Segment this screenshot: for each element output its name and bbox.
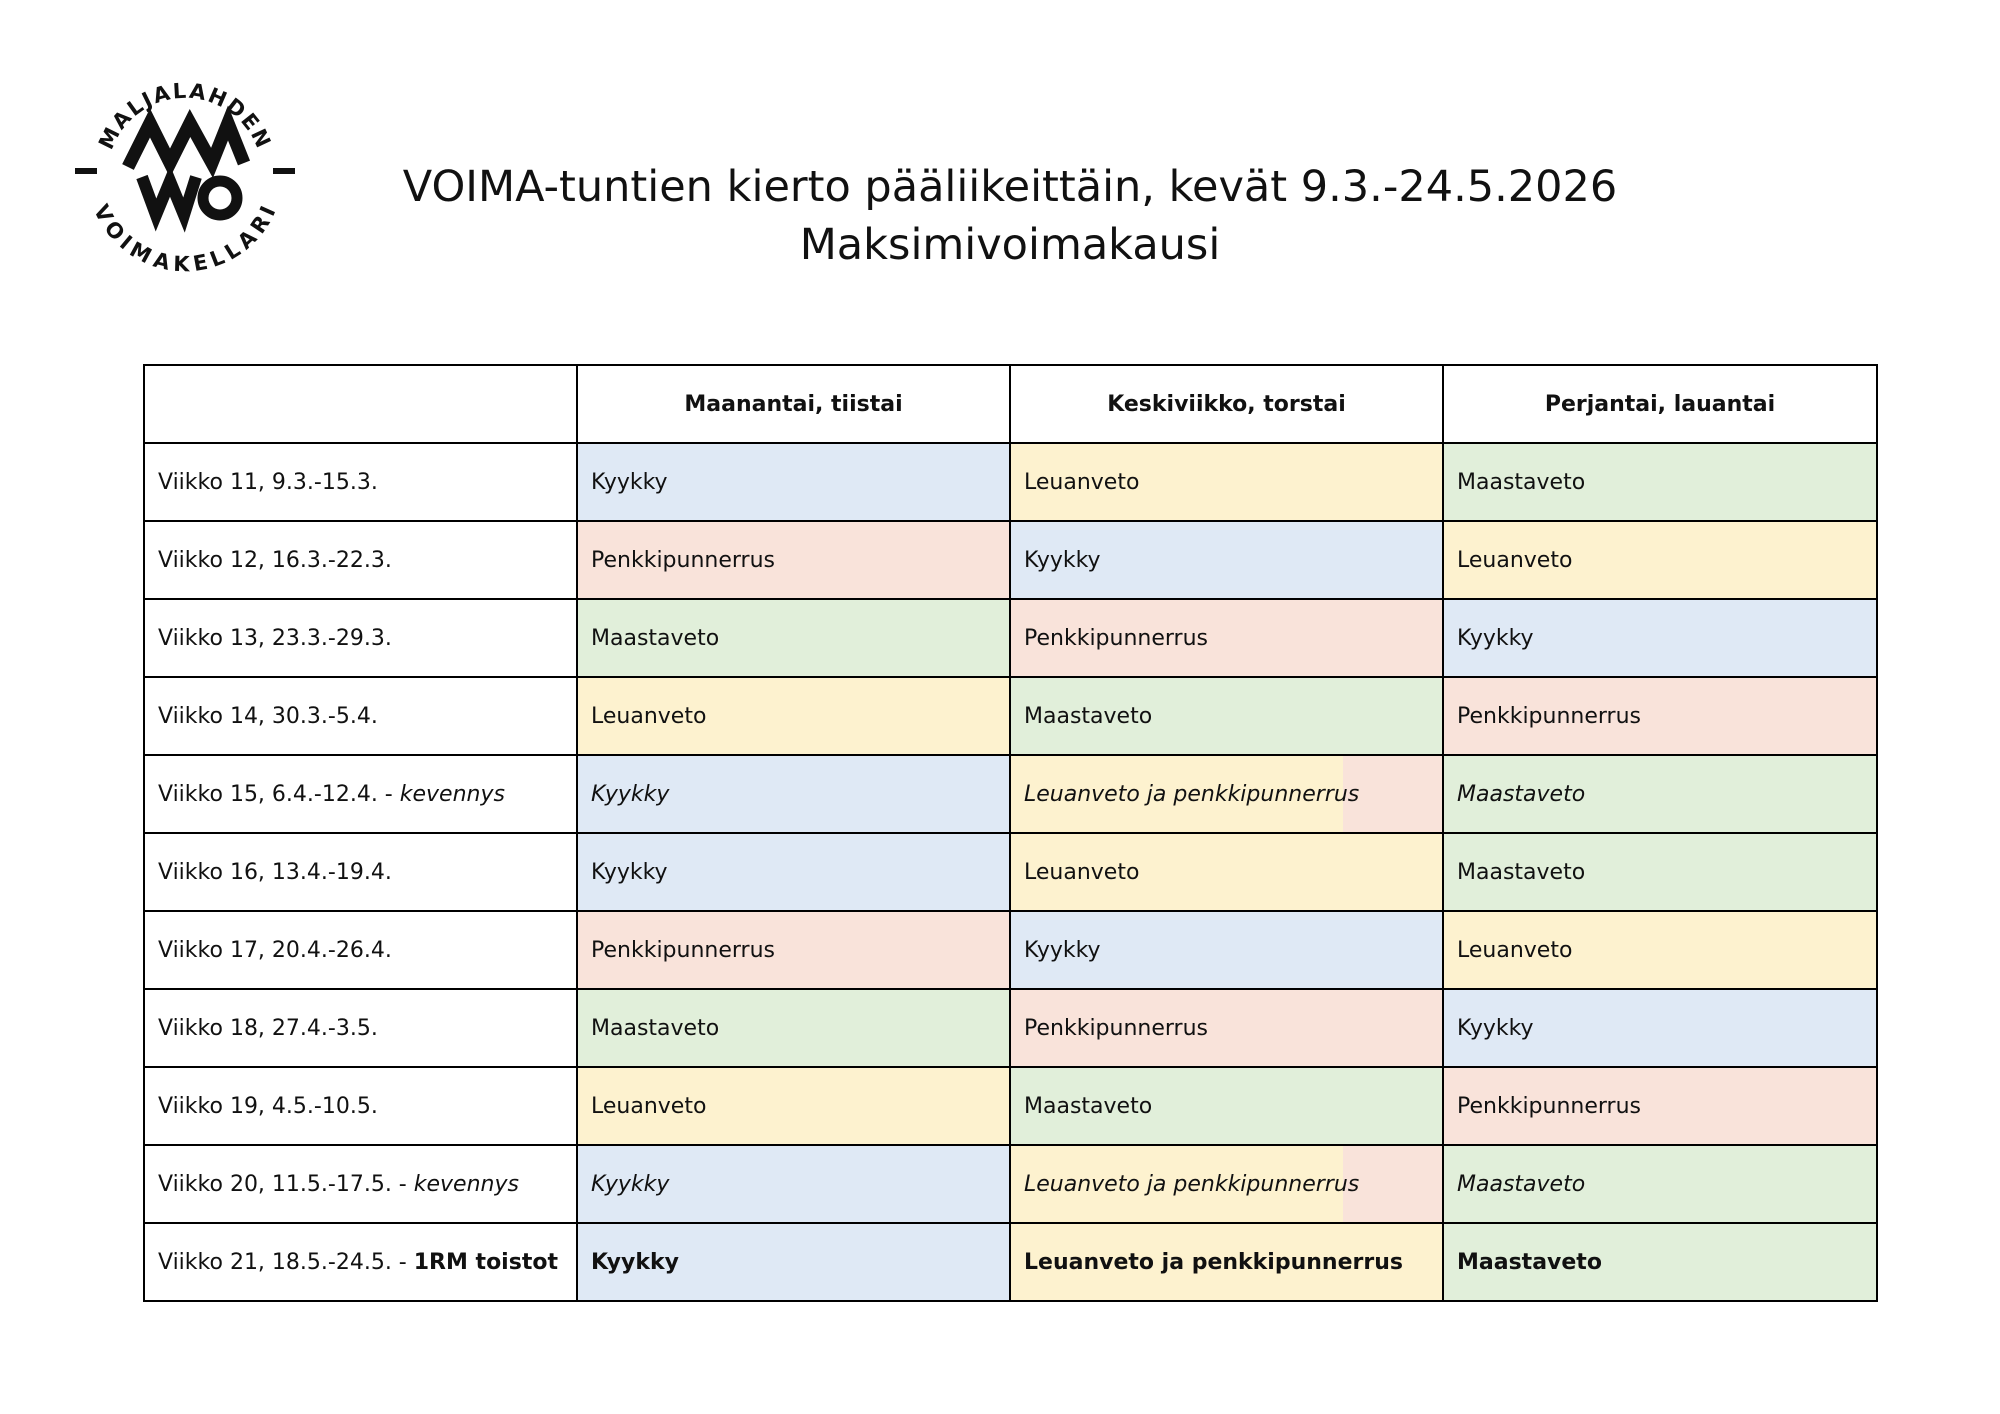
table-row [144, 911, 1877, 989]
week-label: Viikko 19, 4.5.-10.5. [158, 1093, 378, 1119]
week-cell [144, 755, 577, 833]
exercise-cell: Penkkipunnerrus [1443, 677, 1877, 755]
exercise-cell: Penkkipunnerrus [1010, 989, 1443, 1067]
exercise-cell: Kyykky [577, 1223, 1010, 1301]
exercise-cell: Maastaveto [1443, 833, 1877, 911]
title-line-1: VOIMA-tuntien kierto pääliikeittäin, kevät 9.3.-24.5.2026 [402, 162, 1618, 212]
exercise-cell: Kyykky [1010, 911, 1443, 989]
header-day-3: Perjantai, lauantai [1443, 365, 1877, 443]
exercise-cell: Leuanveto [1010, 443, 1443, 521]
week-label: Viikko 21, 18.5.-24.5. - [158, 1249, 414, 1275]
week-note: kevennys [413, 1171, 519, 1197]
exercise-cell: Kyykky [1443, 599, 1877, 677]
week-label: Viikko 16, 13.4.-19.4. [158, 859, 392, 885]
exercise-cell: Maastaveto [1010, 1067, 1443, 1145]
table-row [144, 1145, 1877, 1223]
header-empty [144, 365, 577, 443]
exercise-cell: Maastaveto [1443, 1145, 1877, 1223]
svg-text:MALJALAHDEN: MALJALAHDEN [93, 78, 277, 154]
week-label: Viikko 17, 20.4.-26.4. [158, 937, 392, 963]
table-row [144, 521, 1877, 599]
svg-text:VOIMAKELLARI: VOIMAKELLARI [88, 200, 282, 277]
week-label: Viikko 14, 30.3.-5.4. [158, 703, 378, 729]
exercise-cell: Maastaveto [577, 989, 1010, 1067]
exercise-cell: Kyykky [577, 1145, 1010, 1223]
exercise-cell: Leuanveto [577, 1067, 1010, 1145]
header-row [144, 365, 1877, 443]
table-row [144, 1067, 1877, 1145]
week-cell [144, 911, 577, 989]
page-title [300, 158, 1720, 274]
exercise-cell: Penkkipunnerrus [1443, 1067, 1877, 1145]
table-row [144, 443, 1877, 521]
exercise-cell: Maastaveto [1443, 755, 1877, 833]
week-cell [144, 1223, 577, 1301]
week-label: Viikko 12, 16.3.-22.3. [158, 547, 392, 573]
maljalahden-voimakellari-logo [70, 55, 300, 285]
week-cell [144, 989, 577, 1067]
week-note: 1RM toistot [413, 1249, 558, 1275]
week-cell [144, 521, 577, 599]
exercise-cell: Leuanveto ja penkkipunnerrus [1010, 1145, 1443, 1223]
exercise-cell: Kyykky [577, 443, 1010, 521]
schedule-table [143, 364, 1878, 1302]
schedule-body [144, 443, 1877, 1301]
exercise-cell: Penkkipunnerrus [1010, 599, 1443, 677]
week-note: kevennys [399, 781, 505, 807]
table-row [144, 989, 1877, 1067]
exercise-cell: Maastaveto [1443, 1223, 1877, 1301]
week-cell [144, 677, 577, 755]
week-cell [144, 1145, 577, 1223]
week-cell [144, 833, 577, 911]
exercise-cell: Maastaveto [1010, 677, 1443, 755]
table-row [144, 755, 1877, 833]
week-cell [144, 443, 577, 521]
title-line-2: Maksimivoimakausi [799, 220, 1221, 270]
table-row [144, 599, 1877, 677]
exercise-cell: Leuanveto [1443, 911, 1877, 989]
week-label: Viikko 18, 27.4.-3.5. [158, 1015, 378, 1041]
week-label: Viikko 11, 9.3.-15.3. [158, 469, 378, 495]
exercise-cell: Leuanveto ja penkkipunnerrus [1010, 1223, 1443, 1301]
exercise-cell: Leuanveto ja penkkipunnerrus [1010, 755, 1443, 833]
week-cell [144, 1067, 577, 1145]
exercise-cell: Leuanveto [1010, 833, 1443, 911]
table-row [144, 1223, 1877, 1301]
exercise-cell: Penkkipunnerrus [577, 911, 1010, 989]
exercise-cell: Kyykky [1010, 521, 1443, 599]
header-day-2: Keskiviikko, torstai [1010, 365, 1443, 443]
exercise-cell: Kyykky [577, 833, 1010, 911]
week-label: Viikko 15, 6.4.-12.4. - [158, 781, 400, 807]
exercise-cell: Leuanveto [577, 677, 1010, 755]
exercise-cell: Penkkipunnerrus [577, 521, 1010, 599]
table-row [144, 677, 1877, 755]
exercise-cell: Leuanveto [1443, 521, 1877, 599]
exercise-cell: Kyykky [577, 755, 1010, 833]
week-label: Viikko 13, 23.3.-29.3. [158, 625, 392, 651]
week-cell [144, 599, 577, 677]
exercise-cell: Kyykky [1443, 989, 1877, 1067]
exercise-cell: Maastaveto [577, 599, 1010, 677]
week-label: Viikko 20, 11.5.-17.5. - [158, 1171, 414, 1197]
header-day-1: Maanantai, tiistai [577, 365, 1010, 443]
exercise-cell: Maastaveto [1443, 443, 1877, 521]
table-row [144, 833, 1877, 911]
